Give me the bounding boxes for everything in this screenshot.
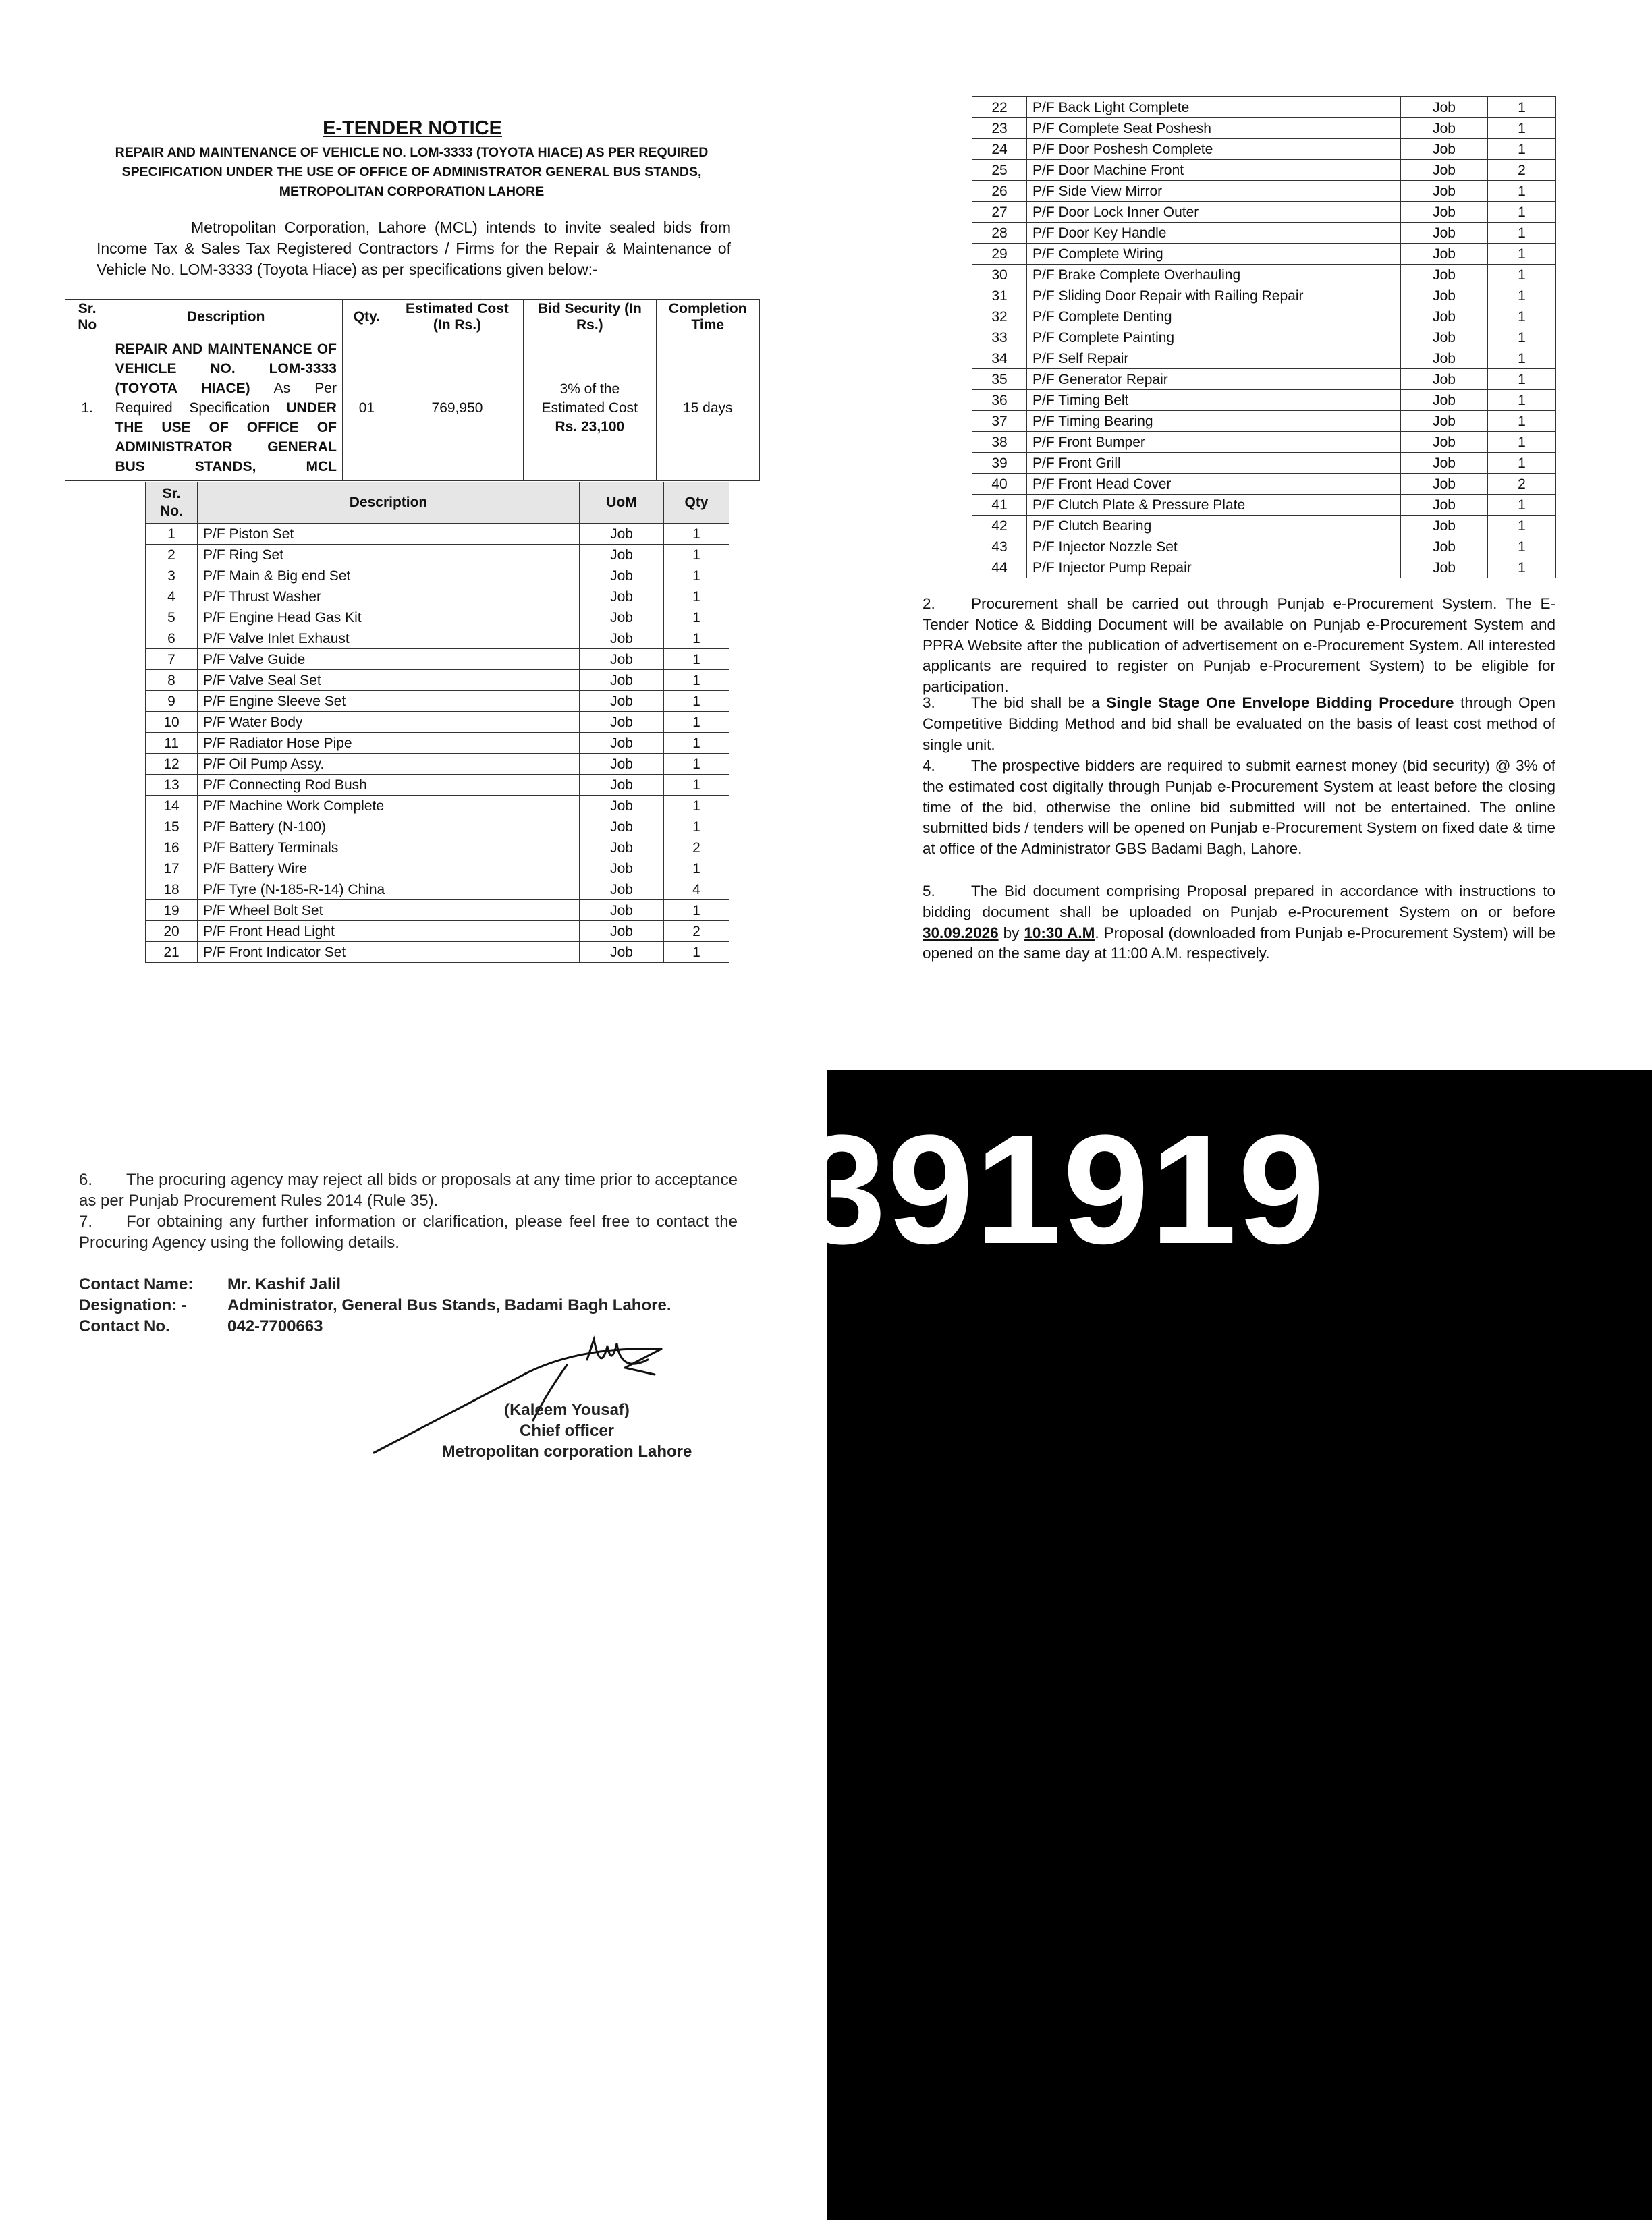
item-description: P/F Engine Head Gas Kit bbox=[198, 607, 580, 628]
table-row bbox=[146, 858, 729, 879]
main-table-row bbox=[65, 335, 760, 481]
item-sr: 7 bbox=[146, 649, 198, 670]
table-row bbox=[972, 202, 1556, 223]
paragraph-4: 4. The prospective bidders are required to submit earnest money (bid security) @ 3% of the estimated cost digitally through Punjab e-Procurement System at least before the closing time of the bid, otherwise the online bid submitted will not be entertained. The online submitted bids / tenders will be opened on Punjab e-Procurement System on fixed date & time at office of the Administrator GBS Badami Bagh, Lahore. bbox=[923, 757, 1556, 858]
item-sr: 22 bbox=[972, 97, 1027, 118]
table-row bbox=[972, 432, 1556, 453]
row-estimated-cost: 769,950 bbox=[391, 335, 523, 481]
item-uom: Job bbox=[580, 900, 664, 921]
item-qty: 1 bbox=[664, 691, 729, 712]
item-uom: Job bbox=[580, 816, 664, 837]
items-header-uom: UoM bbox=[580, 482, 664, 524]
item-uom: Job bbox=[580, 545, 664, 565]
item-qty: 1 bbox=[664, 628, 729, 649]
item-description: P/F Valve Inlet Exhaust bbox=[198, 628, 580, 649]
item-sr: 18 bbox=[146, 879, 198, 900]
item-sr: 28 bbox=[972, 223, 1027, 244]
item-qty: 1 bbox=[1488, 285, 1556, 306]
item-qty: 1 bbox=[664, 900, 729, 921]
item-qty: 1 bbox=[1488, 327, 1556, 348]
contact-designation-line: Designation: - Administrator, General Bus Stands, Badami Bagh Lahore. bbox=[79, 1296, 671, 1314]
item-qty: 2 bbox=[1488, 474, 1556, 495]
item-sr: 30 bbox=[972, 265, 1027, 285]
notice-intro: Metropolitan Corporation, Lahore (MCL) intends to invite sealed bids from Income Tax & Sales Tax Registered Contractors / Firms for the Repair & Maintenance of Vehicle No. LOM-3333 (Toyota Hiace) as per specifications given below:- bbox=[97, 219, 731, 278]
paragraph-6: 6. The procuring agency may reject all bids or proposals at any time prior to acceptance as per Punjab Procurement Rules 2014 (Rule 35). bbox=[79, 1171, 738, 1210]
item-uom: Job bbox=[1401, 223, 1488, 244]
item-description: P/F Tyre (N-185-R-14) China bbox=[198, 879, 580, 900]
item-sr: 11 bbox=[146, 733, 198, 754]
item-description: P/F Side View Mirror bbox=[1027, 181, 1401, 202]
item-uom: Job bbox=[580, 921, 664, 942]
item-sr: 10 bbox=[146, 712, 198, 733]
item-uom: Job bbox=[1401, 536, 1488, 557]
item-qty: 2 bbox=[664, 837, 729, 858]
item-description: P/F Connecting Rod Bush bbox=[198, 775, 580, 796]
item-uom: Job bbox=[1401, 306, 1488, 327]
header-estimated-cost: Estimated Cost (In Rs.) bbox=[391, 300, 523, 335]
item-description: P/F Wheel Bolt Set bbox=[198, 900, 580, 921]
item-uom: Job bbox=[1401, 453, 1488, 474]
table-row bbox=[146, 670, 729, 691]
paragraph-5: 5. The Bid document comprising Proposal prepared in accordance with instructions to bidding document shall be uploaded on Punjab e-Procurement System on or before 30.09.2026 by 10:30 A.M. Proposal (downloaded from Punjab e-Procurement System) will be opened on the same day at 11:00 A.M. respectively. bbox=[923, 883, 1555, 962]
item-uom: Job bbox=[1401, 118, 1488, 139]
table-row bbox=[972, 495, 1556, 516]
item-qty: 1 bbox=[1488, 139, 1556, 160]
item-uom: Job bbox=[1401, 327, 1488, 348]
table-row bbox=[146, 921, 729, 942]
item-uom: Job bbox=[580, 796, 664, 816]
item-sr: 40 bbox=[972, 474, 1027, 495]
table-row bbox=[972, 390, 1556, 411]
table-row bbox=[972, 285, 1556, 306]
item-uom: Job bbox=[1401, 495, 1488, 516]
item-sr: 4 bbox=[146, 586, 198, 607]
item-description: P/F Clutch Plate & Pressure Plate bbox=[1027, 495, 1401, 516]
item-qty: 1 bbox=[664, 649, 729, 670]
item-uom: Job bbox=[580, 712, 664, 733]
item-sr: 44 bbox=[972, 557, 1027, 578]
contact-phone-line: Contact No. 042-7700663 bbox=[79, 1317, 323, 1335]
item-uom: Job bbox=[580, 670, 664, 691]
table-row bbox=[972, 160, 1556, 181]
item-uom: Job bbox=[1401, 285, 1488, 306]
item-description: P/F Clutch Bearing bbox=[1027, 516, 1401, 536]
item-sr: 34 bbox=[972, 348, 1027, 369]
table-row bbox=[972, 369, 1556, 390]
table-row bbox=[972, 265, 1556, 285]
table-row bbox=[972, 118, 1556, 139]
item-description: P/F Oil Pump Assy. bbox=[198, 754, 580, 775]
item-uom: Job bbox=[1401, 139, 1488, 160]
item-description: P/F Battery Terminals bbox=[198, 837, 580, 858]
item-description: P/F Ring Set bbox=[198, 545, 580, 565]
items-header-description: Description bbox=[198, 482, 580, 524]
item-sr: 5 bbox=[146, 607, 198, 628]
item-qty: 1 bbox=[664, 712, 729, 733]
item-description: P/F Door Poshesh Complete bbox=[1027, 139, 1401, 160]
item-description: P/F Machine Work Complete bbox=[198, 796, 580, 816]
notice-title: E-TENDER NOTICE bbox=[323, 117, 502, 139]
table-row bbox=[146, 775, 729, 796]
item-sr: 32 bbox=[972, 306, 1027, 327]
table-row bbox=[146, 565, 729, 586]
item-description: P/F Main & Big end Set bbox=[198, 565, 580, 586]
row-bid-security: 3% of the Estimated Cost Rs. 23,100 bbox=[524, 335, 656, 481]
item-description: P/F Complete Wiring bbox=[1027, 244, 1401, 265]
item-sr: 26 bbox=[972, 181, 1027, 202]
item-sr: 1 bbox=[146, 524, 198, 545]
item-qty: 2 bbox=[664, 921, 729, 942]
item-sr: 41 bbox=[972, 495, 1027, 516]
item-qty: 1 bbox=[1488, 516, 1556, 536]
item-qty: 1 bbox=[1488, 265, 1556, 285]
item-sr: 36 bbox=[972, 390, 1027, 411]
item-uom: Job bbox=[580, 524, 664, 545]
items-table-header bbox=[146, 482, 729, 524]
item-qty: 1 bbox=[664, 586, 729, 607]
item-sr: 37 bbox=[972, 411, 1027, 432]
table-row bbox=[146, 796, 729, 816]
item-qty: 1 bbox=[664, 670, 729, 691]
overlay-number: 391919 bbox=[800, 1103, 1326, 1276]
main-tender-table bbox=[65, 299, 760, 481]
item-qty: 1 bbox=[664, 796, 729, 816]
item-uom: Job bbox=[1401, 432, 1488, 453]
item-uom: Job bbox=[580, 565, 664, 586]
item-description: P/F Front Head Light bbox=[198, 921, 580, 942]
item-qty: 1 bbox=[1488, 223, 1556, 244]
item-uom: Job bbox=[580, 942, 664, 963]
items-header-qty: Qty bbox=[664, 482, 729, 524]
item-description: P/F Timing Belt bbox=[1027, 390, 1401, 411]
item-sr: 14 bbox=[146, 796, 198, 816]
item-qty: 1 bbox=[664, 524, 729, 545]
item-qty: 1 bbox=[1488, 557, 1556, 578]
paragraph-3: 3. The bid shall be a Single Stage One Envelope Bidding Procedure through Open Competitive Bidding Method and bid shall be evaluated on the basis of least cost method of single unit. bbox=[923, 694, 1555, 753]
item-qty: 1 bbox=[1488, 432, 1556, 453]
item-description: P/F Engine Sleeve Set bbox=[198, 691, 580, 712]
item-sr: 31 bbox=[972, 285, 1027, 306]
table-row bbox=[146, 816, 729, 837]
contact-details bbox=[79, 1274, 671, 1337]
table-row bbox=[972, 348, 1556, 369]
item-description: P/F Front Head Cover bbox=[1027, 474, 1401, 495]
item-description: P/F Door Lock Inner Outer bbox=[1027, 202, 1401, 223]
item-uom: Job bbox=[1401, 244, 1488, 265]
item-qty: 1 bbox=[664, 942, 729, 963]
item-qty: 1 bbox=[1488, 411, 1556, 432]
item-sr: 13 bbox=[146, 775, 198, 796]
header-sr: Sr. No bbox=[65, 300, 109, 335]
item-uom: Job bbox=[580, 879, 664, 900]
notice-subtitle: REPAIR AND MAINTENANCE OF VEHICLE NO. LOM-3333 (TOYOTA HIACE) AS PER REQUIRED SPECIFICATION UNDER THE USE OF OFFICE OF ADMINISTRATOR GENERAL BUS STANDS, METROPOLITAN CORPORATION LAHORE bbox=[115, 145, 709, 199]
item-description: P/F Injector Pump Repair bbox=[1027, 557, 1401, 578]
table-row bbox=[972, 453, 1556, 474]
item-qty: 1 bbox=[1488, 390, 1556, 411]
item-description: P/F Brake Complete Overhauling bbox=[1027, 265, 1401, 285]
item-sr: 24 bbox=[972, 139, 1027, 160]
row-qty: 01 bbox=[342, 335, 391, 481]
item-description: P/F Complete Seat Poshesh bbox=[1027, 118, 1401, 139]
table-row bbox=[146, 691, 729, 712]
item-description: P/F Generator Repair bbox=[1027, 369, 1401, 390]
table-row bbox=[972, 516, 1556, 536]
item-description: P/F Door Key Handle bbox=[1027, 223, 1401, 244]
item-uom: Job bbox=[580, 628, 664, 649]
item-description: P/F Complete Denting bbox=[1027, 306, 1401, 327]
item-qty: 1 bbox=[664, 858, 729, 879]
table-row bbox=[146, 712, 729, 733]
item-sr: 2 bbox=[146, 545, 198, 565]
item-qty: 1 bbox=[1488, 306, 1556, 327]
item-uom: Job bbox=[1401, 557, 1488, 578]
item-uom: Job bbox=[580, 754, 664, 775]
signatory-org: Metropolitan corporation Lahore bbox=[441, 1443, 692, 1461]
table-row bbox=[972, 327, 1556, 348]
item-sr: 35 bbox=[972, 369, 1027, 390]
item-uom: Job bbox=[1401, 181, 1488, 202]
item-description: P/F Front Indicator Set bbox=[198, 942, 580, 963]
paragraph-7: 7. For obtaining any further information or clarification, please feel free to contact the Procuring Agency using the following details. bbox=[79, 1213, 738, 1252]
items-table-right bbox=[972, 96, 1556, 578]
signatory-name: (Kaleem Yousaf) bbox=[504, 1401, 630, 1419]
signatory-block bbox=[418, 1399, 715, 1462]
item-description: P/F Thrust Washer bbox=[198, 586, 580, 607]
item-uom: Job bbox=[1401, 516, 1488, 536]
row-description: REPAIR AND MAINTENANCE OF VEHICLE NO. LOM-3333 (TOYOTA HIACE) As Per Required Specification UNDER THE USE OF OFFICE OF ADMINISTRATOR GENERAL BUS STANDS, MCL bbox=[109, 335, 343, 481]
item-description: P/F Battery (N-100) bbox=[198, 816, 580, 837]
item-qty: 1 bbox=[664, 565, 729, 586]
table-row bbox=[146, 607, 729, 628]
main-table-header bbox=[65, 300, 760, 335]
item-sr: 6 bbox=[146, 628, 198, 649]
item-sr: 29 bbox=[972, 244, 1027, 265]
table-row bbox=[146, 586, 729, 607]
item-qty: 1 bbox=[1488, 495, 1556, 516]
item-sr: 25 bbox=[972, 160, 1027, 181]
item-uom: Job bbox=[1401, 97, 1488, 118]
table-row bbox=[146, 545, 729, 565]
signatory-title: Chief officer bbox=[519, 1422, 614, 1440]
table-row bbox=[972, 139, 1556, 160]
item-description: P/F Front Grill bbox=[1027, 453, 1401, 474]
item-sr: 19 bbox=[146, 900, 198, 921]
table-row bbox=[146, 900, 729, 921]
item-sr: 20 bbox=[146, 921, 198, 942]
row-sr: 1. bbox=[65, 335, 109, 481]
header-bid-security: Bid Security (In Rs.) bbox=[524, 300, 656, 335]
item-uom: Job bbox=[580, 691, 664, 712]
items-header-sr: Sr. No. bbox=[146, 482, 198, 524]
item-uom: Job bbox=[580, 586, 664, 607]
item-uom: Job bbox=[1401, 202, 1488, 223]
item-uom: Job bbox=[580, 607, 664, 628]
item-description: P/F Water Body bbox=[198, 712, 580, 733]
item-sr: 17 bbox=[146, 858, 198, 879]
item-sr: 42 bbox=[972, 516, 1027, 536]
table-row bbox=[972, 244, 1556, 265]
header-description: Description bbox=[109, 300, 343, 335]
item-qty: 2 bbox=[1488, 160, 1556, 181]
item-description: P/F Front Bumper bbox=[1027, 432, 1401, 453]
item-qty: 1 bbox=[664, 733, 729, 754]
table-row bbox=[972, 306, 1556, 327]
item-uom: Job bbox=[580, 733, 664, 754]
table-row bbox=[146, 942, 729, 963]
table-row bbox=[146, 837, 729, 858]
table-row bbox=[146, 879, 729, 900]
item-description: P/F Valve Guide bbox=[198, 649, 580, 670]
item-description: P/F Valve Seal Set bbox=[198, 670, 580, 691]
item-description: P/F Back Light Complete bbox=[1027, 97, 1401, 118]
item-sr: 3 bbox=[146, 565, 198, 586]
table-row bbox=[972, 411, 1556, 432]
table-row bbox=[972, 474, 1556, 495]
table-row bbox=[972, 223, 1556, 244]
item-qty: 1 bbox=[664, 607, 729, 628]
item-uom: Job bbox=[1401, 160, 1488, 181]
item-description: P/F Sliding Door Repair with Railing Repair bbox=[1027, 285, 1401, 306]
item-uom: Job bbox=[1401, 390, 1488, 411]
header-completion: Completion Time bbox=[656, 300, 760, 335]
table-row bbox=[146, 628, 729, 649]
paragraph-2: 2. Procurement shall be carried out through Punjab e-Procurement System. The E-Tender Notice & Bidding Document will be available on Punjab e-Procurement System and PPRA Website after the publication of advertisement on e-Procurement System. All interested applicants are required to register on Punjab e-Procurement System) to be eligible for participation. bbox=[923, 595, 1555, 696]
item-uom: Job bbox=[1401, 474, 1488, 495]
item-uom: Job bbox=[1401, 369, 1488, 390]
item-qty: 1 bbox=[664, 754, 729, 775]
item-description: P/F Piston Set bbox=[198, 524, 580, 545]
item-sr: 39 bbox=[972, 453, 1027, 474]
item-sr: 33 bbox=[972, 327, 1027, 348]
item-sr: 15 bbox=[146, 816, 198, 837]
item-description: P/F Injector Nozzle Set bbox=[1027, 536, 1401, 557]
item-qty: 1 bbox=[1488, 453, 1556, 474]
item-qty: 1 bbox=[1488, 97, 1556, 118]
item-qty: 4 bbox=[664, 879, 729, 900]
item-uom: Job bbox=[1401, 411, 1488, 432]
item-qty: 1 bbox=[664, 816, 729, 837]
table-row bbox=[972, 557, 1556, 578]
item-description: P/F Complete Painting bbox=[1027, 327, 1401, 348]
item-uom: Job bbox=[580, 858, 664, 879]
item-qty: 1 bbox=[664, 775, 729, 796]
contact-name-line: Contact Name: Mr. Kashif Jalil bbox=[79, 1275, 341, 1294]
item-description: P/F Radiator Hose Pipe bbox=[198, 733, 580, 754]
item-uom: Job bbox=[580, 649, 664, 670]
item-uom: Job bbox=[580, 837, 664, 858]
item-qty: 1 bbox=[1488, 202, 1556, 223]
item-sr: 38 bbox=[972, 432, 1027, 453]
item-sr: 21 bbox=[146, 942, 198, 963]
item-uom: Job bbox=[1401, 265, 1488, 285]
item-qty: 1 bbox=[664, 545, 729, 565]
table-row bbox=[146, 649, 729, 670]
table-row bbox=[972, 536, 1556, 557]
item-description: P/F Timing Bearing bbox=[1027, 411, 1401, 432]
item-description: P/F Door Machine Front bbox=[1027, 160, 1401, 181]
item-description: P/F Battery Wire bbox=[198, 858, 580, 879]
row-completion: 15 days bbox=[656, 335, 760, 481]
item-sr: 43 bbox=[972, 536, 1027, 557]
table-row bbox=[146, 733, 729, 754]
item-sr: 27 bbox=[972, 202, 1027, 223]
item-qty: 1 bbox=[1488, 181, 1556, 202]
header-qty: Qty. bbox=[342, 300, 391, 335]
item-qty: 1 bbox=[1488, 244, 1556, 265]
table-row bbox=[146, 524, 729, 545]
item-sr: 9 bbox=[146, 691, 198, 712]
item-qty: 1 bbox=[1488, 118, 1556, 139]
item-sr: 16 bbox=[146, 837, 198, 858]
item-qty: 1 bbox=[1488, 348, 1556, 369]
item-description: P/F Self Repair bbox=[1027, 348, 1401, 369]
item-sr: 12 bbox=[146, 754, 198, 775]
item-uom: Job bbox=[580, 775, 664, 796]
item-qty: 1 bbox=[1488, 536, 1556, 557]
table-row bbox=[146, 754, 729, 775]
item-sr: 23 bbox=[972, 118, 1027, 139]
item-sr: 8 bbox=[146, 670, 198, 691]
item-uom: Job bbox=[1401, 348, 1488, 369]
items-table-left bbox=[145, 482, 729, 963]
item-qty: 1 bbox=[1488, 369, 1556, 390]
table-row bbox=[972, 97, 1556, 118]
table-row bbox=[972, 181, 1556, 202]
